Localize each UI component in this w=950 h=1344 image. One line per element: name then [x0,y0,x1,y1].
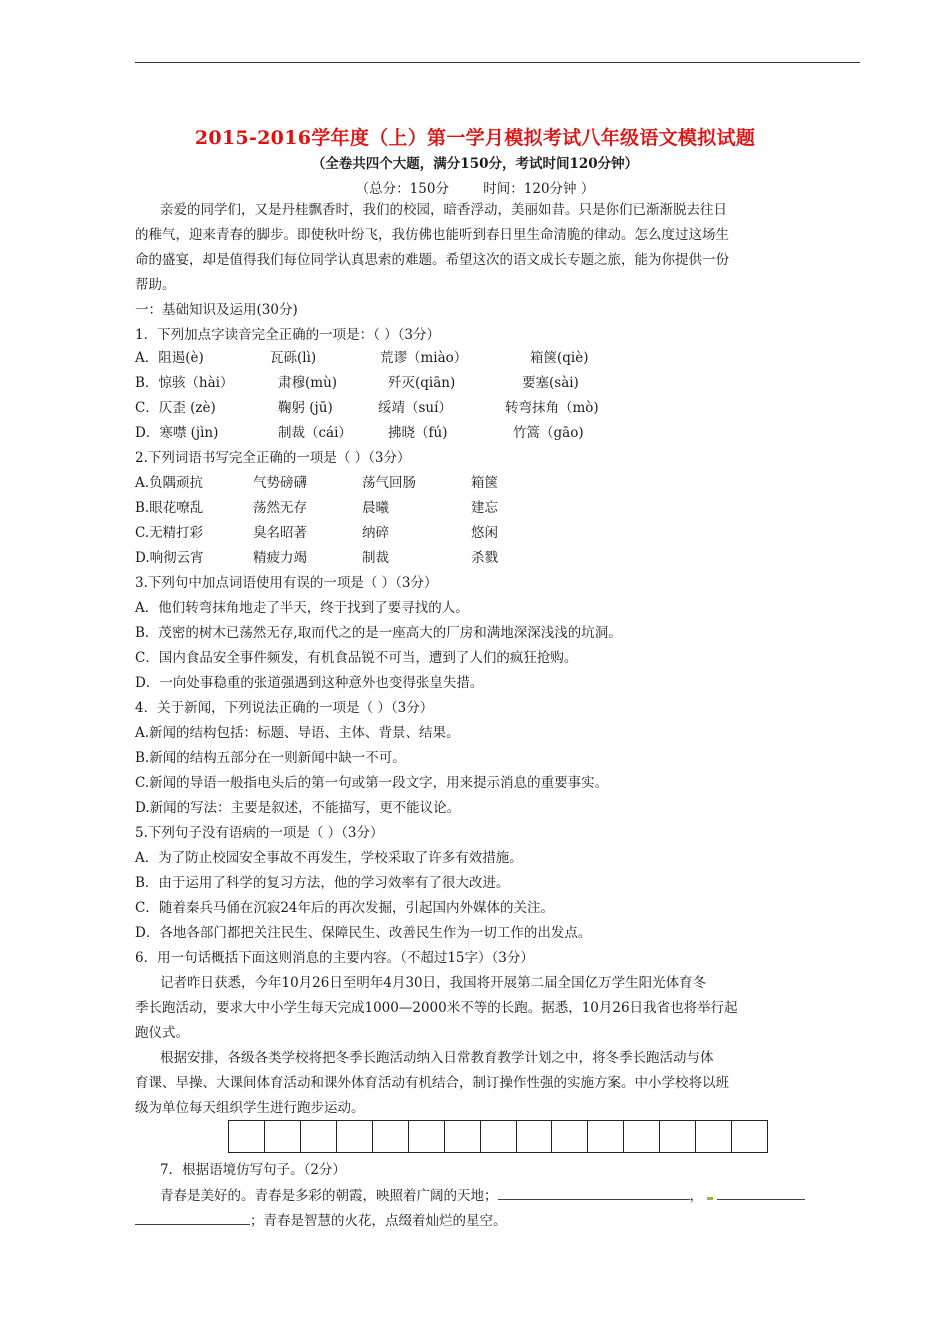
news-paragraph-line: 记者昨日获悉，今年10月26日至明年4月30日，我国将开展第二届全国亿万学生阳光体育冬 [160,975,707,991]
q3-option: C．国内食品安全事件频发，有机食品锐不可当，遭到了人们的疯狂抢购。 [135,650,578,666]
answer-blank[interactable] [498,1185,690,1200]
q2-item: C.无精打彩 [135,525,204,541]
q2-item: 杀戮 [471,550,498,566]
q1-item: 制裁（cái） [278,425,352,441]
q2-item: B.眼花嘹乱 [135,500,204,516]
q1-item: 肃穆(mù) [278,375,338,391]
q1-option-row [135,373,835,393]
q2-item: 荡气回肠 [362,475,416,491]
intro-line: 亲爱的同学们，又是丹桂飘香时，我们的校园，暗香浮动，美丽如昔。只是你们已渐渐脱去往日 [160,202,727,218]
q2-item: 晨曦 [362,500,389,516]
answer-grid[interactable] [228,1120,768,1153]
q1-item: 荒谬（miào） [380,350,468,366]
q2-item: 精疲力竭 [253,550,307,566]
q1-item: 瓦砾(lì) [270,350,317,366]
q3-option: B．茂密的树木已荡然无存,取而代之的是一座高大的厂房和满地深深浅浅的坑洞。 [135,625,622,641]
q5-option: D．各地各部门都把关注民生、保障民生、改善民生作为一切工作的出发点。 [135,925,592,941]
exam-subtitle: （全卷共四个大题，满分150分，考试时间120分钟） [311,156,639,172]
q2-item: 气势磅礴 [253,475,307,491]
news-paragraph-line: 季长跑活动，要求大中小学生每天完成1000—2000米不等的长跑。据悉，10月26日我省也将举行起 [135,1000,738,1016]
q2-option-row [135,523,835,543]
q2-item: 箱箧 [471,475,498,491]
q1-item: 绥靖（suí） [378,400,452,416]
q1-item: 鞠躬 (jū) [278,400,333,416]
section-heading: 一：基础知识及运用(30分) [135,302,298,318]
question-1-stem: 1．下列加点字读音完全正确的一项是：（ ）（3分） [135,327,440,343]
news-paragraph-line: 根据安排，各级各类学校将把冬季长跑活动纳入日常教育教学计划之中，将冬季长跑活动与体 [160,1050,714,1066]
q1-item: 转弯抹角（mò) [505,400,599,416]
question-2-stem: 2.下列词语书写完全正确的一项是（ ）（3分） [135,450,411,466]
q4-option: C.新闻的导语一般指电头后的第一句或第一段文字，用来提示消息的重要事实。 [135,775,609,791]
q3-option: D．一向处事稳重的张道强遇到这种意外也变得张皇失措。 [135,675,484,691]
question-3-stem: 3.下列句中加点词语使用有误的一项是（ ）（3分） [135,575,438,591]
intro-line: 的稚气，迎来青春的脚步。即使秋叶纷飞，我仿佛也能听到春日里生命清脆的律动。怎么度过这场生 [135,227,729,243]
score-time-line: （总分：150分 时间：120分钟 ） [355,181,595,197]
q2-item: 悠闲 [471,525,498,541]
q2-item: A.负隅顽抗 [135,475,204,491]
q2-option-row [135,473,835,493]
news-paragraph-line: 育课、早操、大课间体育活动和课外体育活动有机结合，制订操作性强的实施方案。中小学校将以班 [135,1075,729,1091]
q4-option: B.新闻的结构五部分在一则新闻中缺一不可。 [135,750,406,766]
page-title: 2015-2016学年度（上）第一学月模拟考试八年级语文模拟试题 [194,127,756,149]
q1-item: 竹篙（gāo) [513,425,584,441]
q5-option: C．随着秦兵马俑在沉寂24年后的再次发掘，引起国内外媒体的关注。 [135,900,555,916]
q7-comma: ， [689,1188,703,1204]
q1-item: 拂晓（fú) [388,425,448,441]
q7-text: 青春是美好的。青春是多彩的朝霞，映照着广阔的天地； [160,1188,498,1204]
news-paragraph-line: 跑仪式。 [135,1025,189,1041]
question-6-stem: 6．用一句话概括下面这则消息的主要内容。（不超过15字）（3分） [135,950,534,966]
q7-line-1 [160,1185,805,1206]
q2-option-row [135,498,835,518]
q2-item: 建忘 [471,500,498,516]
q1-item: 歼灭(qiān) [388,375,456,391]
intro-line: 命的盛宴，却是值得我们每位同学认真思索的难题。希望这次的语文成长专题之旅，能为你提供一份 [135,252,729,268]
q2-item: 臭名昭著 [253,525,307,541]
q1-item: A．阻遏(è) [135,350,204,366]
question-5-stem: 5.下列句子没有语病的一项是（ ）（3分） [135,825,384,841]
q3-option: A．他们转弯抹角地走了半天，终于找到了要寻找的人。 [135,600,469,616]
q1-item: B．惊骇（hài） [135,375,234,391]
header-rule [135,62,860,63]
q1-item: 箱箧(qiè) [530,350,589,366]
q7-line-2 [135,1210,507,1231]
answer-blank[interactable] [135,1210,250,1225]
q7-text: ；青春是智慧的火花，点缀着灿烂的星空。 [250,1213,507,1229]
answer-blank[interactable] [717,1185,805,1200]
q1-item: C．仄歪 (zè) [135,400,216,416]
q1-option-row [135,423,835,443]
q1-item: 要塞(sài) [522,375,579,391]
intro-line: 帮助。 [135,277,176,293]
q4-option: D.新闻的写法：主要是叙述，不能描写，更不能议论。 [135,800,461,816]
green-mark [707,1197,713,1200]
q5-option: A．为了防止校园安全事故不再发生，学校采取了许多有效措施。 [135,850,523,866]
q1-option-row [135,348,835,368]
question-7-stem: 7．根据语境仿写句子。（2分） [160,1162,346,1178]
q5-option: B．由于运用了科学的复习方法，他的学习效率有了很大改进。 [135,875,510,891]
q4-option: A.新闻的结构包括：标题、导语、主体、背景、结果。 [135,725,460,741]
q1-item: D．寒噤 (jìn) [135,425,219,441]
news-paragraph-line: 级为单位每天组织学生进行跑步运动。 [135,1100,365,1116]
q2-item: 纳碎 [362,525,389,541]
q2-option-row [135,548,835,568]
question-4-stem: 4．关于新闻，下列说法正确的一项是（ ）（3分） [135,700,434,716]
q2-item: 制裁 [362,550,389,566]
q1-option-row [135,398,835,418]
q2-item: D.响彻云宵 [135,550,204,566]
q2-item: 荡然无存 [253,500,307,516]
